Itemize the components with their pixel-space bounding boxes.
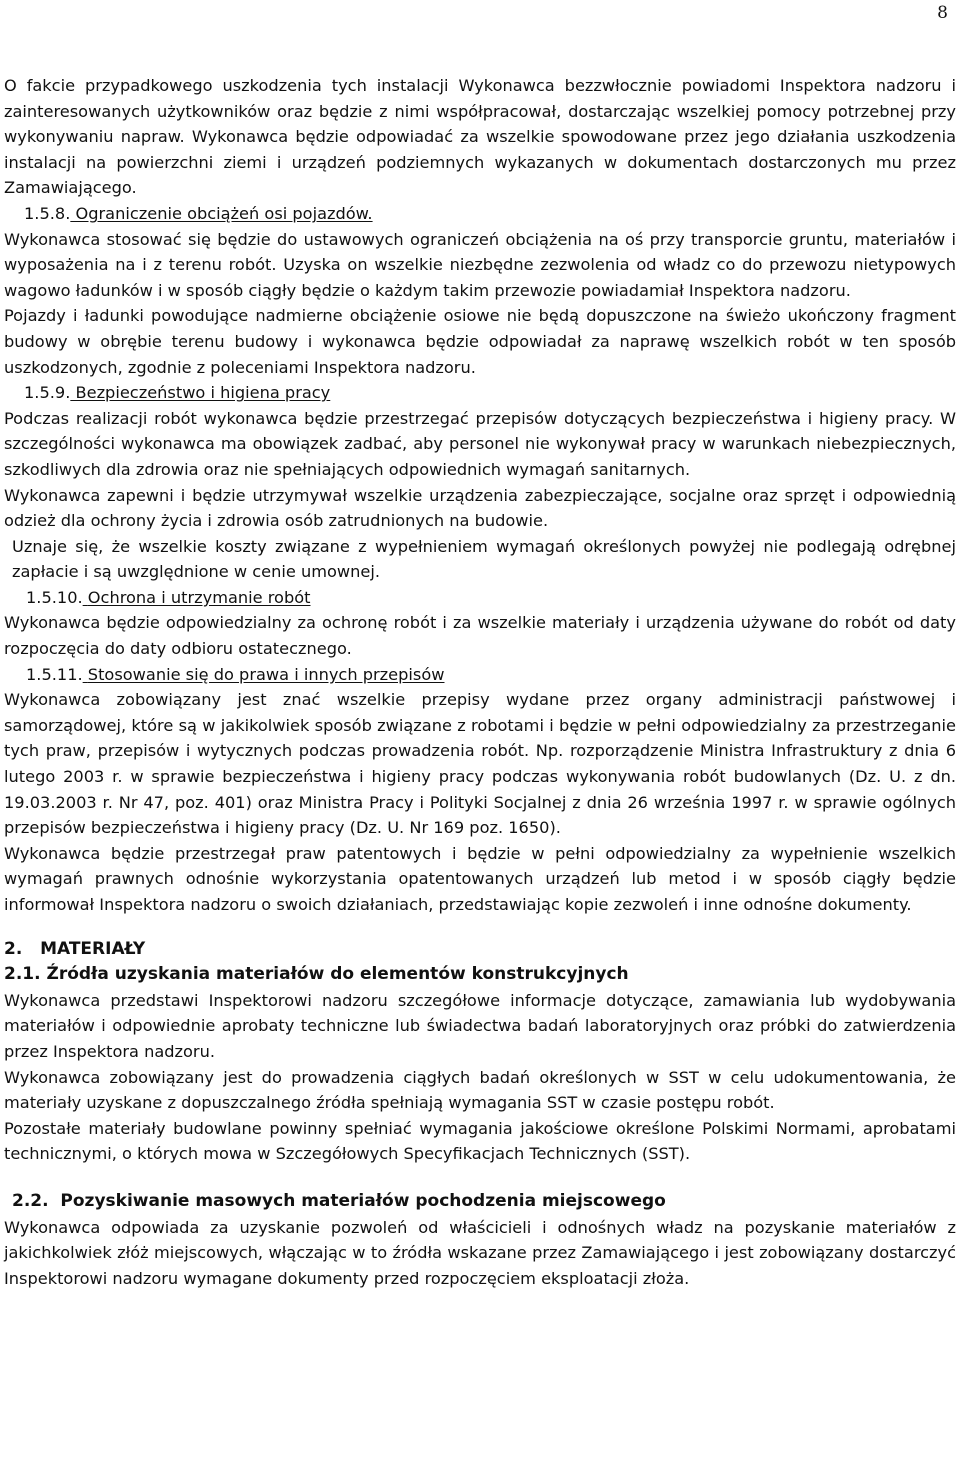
section-heading-1-5-10 <box>4 585 956 611</box>
section-heading-2-1 <box>4 962 956 988</box>
section-title: Bezpieczeństwo i higiena pracy <box>75 383 331 403</box>
section-title: Źródła uzyskania materiałów do elementów konstrukcyjnych <box>46 964 629 985</box>
section-number: 1.5.8. <box>24 203 71 223</box>
paragraph-axle-load-limits: Wykonawca stosować się będzie do ustawowych ograniczeń obciążenia na oś przy transporcie gruntu, materiałów i wyposażenia na i z terenu robót. Uzyska on wszelkie niezbędne zezwolenia od władz co do przewozu nietypowych wagowo ładunków i w sposób ciągły będzie o każdym takim przewozie powiadamiał Inspektora nadzoru. <box>4 229 956 300</box>
section-heading-1-5-11 <box>4 662 956 688</box>
chapter-title: MATERIAŁY <box>40 938 146 959</box>
section-number: 2.2. <box>12 1190 49 1211</box>
section-heading-1-5-9 <box>4 380 956 406</box>
spacer <box>4 918 956 937</box>
paragraph-legal-compliance: Wykonawca zobowiązany jest znać wszelkie przepisy wydane przez organy administracji państwowej i samorządowej, które są w jakikolwiek sposób związane z robotami i będzie w pełni odpowiedzialny za przestrzeganie tych praw, przepisów i wytycznych podczas prowadzenia robót. Np. rozporządzenie Ministra Infrastruktury z dnia 6 lutego 2003 r. w sprawie bezpieczeństwa i higieny pracy podczas wykonywania robót budowlanych (Dz. U. z dn. 19.03.2003 r. Nr 47, poz. 401) oraz Ministra Pracy i Polityki Socjalnej z dnia 26 września 1997 r. w sprawie ogólnych przepisów bezpieczeństwa i higieny pracy (Dz. U. Nr 169 poz. 1650). <box>4 690 956 838</box>
paragraph-safety-costs: Uznaje się, że wszelkie koszty związane z wypełnieniem wymagań określonych powyżej nie podlegają odrębnej zapłacie i są uwzględnione w cenie umownej. <box>12 536 956 582</box>
page-number: 8 <box>937 3 948 23</box>
section-heading-2-2 <box>4 1189 956 1215</box>
section-number: 2.1. <box>4 964 41 985</box>
paragraph-safety-rules: Podczas realizacji robót wykonawca będzie przestrzegać przepisów dotyczących bezpieczeństwa i higieny pracy. W szczególności wykonawca ma obowiązek zadbać, aby personel nie wykonywał pracy w warunkach niebezpiecznych, szkodliwych dla zdrowia oraz nie spełniających odpowiednich wymagań sanitarnych. <box>4 408 956 479</box>
section-number: 1.5.11. <box>26 664 83 684</box>
paragraph-patent-rights: Wykonawca będzie przestrzegał praw patentowych i będzie w pełni odpowiedzialny za wypełnienie wszelkich wymagań prawnych odnośnie wykorzystania opatentowanych urządzeń lub metod i w sposób ciągły będzie informował Inspektora nadzoru o swoich działaniach, przedstawiając kopie zezwoleń i inne odnośne dokumenty. <box>4 843 956 914</box>
section-title: Ograniczenie obciążeń osi pojazdów. <box>75 203 373 223</box>
section-title: Stosowanie się do prawa i innych przepisów <box>87 664 445 684</box>
spacer <box>4 1167 956 1189</box>
paragraph-vehicle-overload: Pojazdy i ładunki powodujące nadmierne obciążenie osiowe nie będą dopuszczone na świeżo ukończony fragment budowy w obrębie terenu budowy i wykonawca będzie odpowiadał za naprawę wszelkich robót w ten sposób uszkodzonych, zgodnie z poleceniami Inspektora nadzoru. <box>4 306 956 377</box>
paragraph-damage-notification: O fakcie przypadkowego uszkodzenia tych instalacji Wykonawca bezzwłocznie powiadomi Inspektora nadzoru i zainteresowanych użytkowników oraz będzie z nimi współpracował, dostarczając wszelkiej pomocy potrzebnej przy wykonywaniu napraw. Wykonawca będzie odpowiadać za wszelkie spowodowane przez jego działania uszkodzenia instalacji na powierzchni ziemi i urządzeń podziemnych wykazanych w dokumentach dostarczonych mu przez Zamawiającego. <box>4 76 956 198</box>
section-title: Ochrona i utrzymanie robót <box>87 587 311 607</box>
paragraph-local-materials: Wykonawca odpowiada za uzyskanie pozwoleń od właścicieli i odnośnych władz na pozyskanie materiałów z jakichkolwiek złóż miejscowych, włączając w to źródła wskazane przez Zamawiającego i jest zobowiązany dostarczyć Inspektorowi nadzoru wymagane dokumenty przed rozpoczęciem eksploatacji złoża. <box>4 1217 956 1288</box>
paragraph-safety-equipment: Wykonawca zapewni i będzie utrzymywał wszelkie urządzenia zabezpieczające, socjalne oraz sprzęt i odpowiednią odzież dla ochrony życia i zdrowia osób zatrudnionych na budowie. <box>4 485 956 531</box>
section-number: 1.5.10. <box>26 587 83 607</box>
section-number: 1.5.9. <box>24 383 71 403</box>
paragraph-material-sources: Wykonawca przedstawi Inspektorowi nadzoru szczegółowe informacje dotyczące, zamawiania lub wydobywania materiałów i odpowiednie aprobaty techniczne lub świadectwa badań laboratoryjnych oraz próbki do zatwierdzenia przez Inspektora nadzoru. <box>4 990 956 1061</box>
chapter-number: 2. <box>4 938 23 959</box>
paragraph-works-protection: Wykonawca będzie odpowiedzialny za ochronę robót i za wszelkie materiały i urządzenia używane do robót od daty rozpoczęcia do daty odbioru ostatecznego. <box>4 613 956 659</box>
paragraph-continuous-testing: Wykonawca zobowiązany jest do prowadzenia ciągłych badań określonych w SST w celu udokumentowania, że materiały uzyskane z dopuszczalnego źródła spełniają wymagania SST w czasie postępu robót. <box>4 1067 956 1113</box>
chapter-heading-materials <box>4 937 956 963</box>
section-title: Pozyskiwanie masowych materiałów pochodzenia miejscowego <box>60 1190 666 1211</box>
section-heading-1-5-8 <box>4 201 956 227</box>
document-body <box>4 73 956 1291</box>
paragraph-other-materials: Pozostałe materiały budowlane powinny spełniać wymagania jakościowe określone Polskimi Normami, aprobatami technicznymi, o których mowa w Szczegółowych Specyfikacjach Technicznych (SST). <box>4 1118 956 1164</box>
